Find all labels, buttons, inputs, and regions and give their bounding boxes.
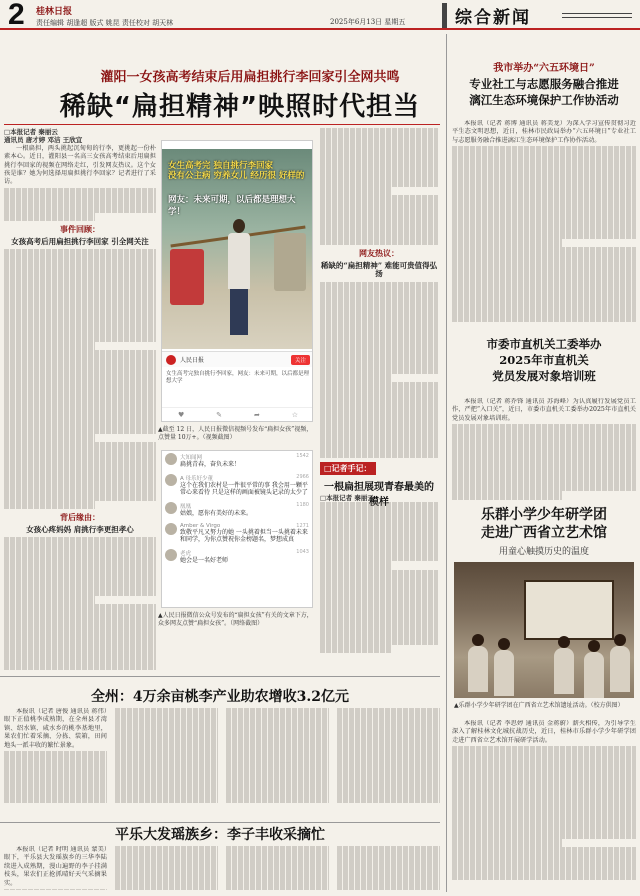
page-number: 2 [8, 0, 25, 31]
luggage-left [170, 249, 204, 305]
comment-author: 老虎 [180, 551, 192, 557]
lepin-lead: 本报讯（记者 时明 通讯员 蒙美）眼下，平乐县大发瑶族乡的三华李陆续进入成熟期，漫山遍野的李子挂满枝头，果农们正抢抓晴好天气采摘果实。 [4, 846, 107, 887]
lead-reporter-names: 通讯员 唐才婷 邓洁 王欣宜 [4, 136, 83, 145]
section-h1: 事件回顾： [60, 224, 100, 235]
story2-headline-1: 市委市直机关工委举办 [486, 337, 602, 351]
story1-headline-2: 漓江生态环境保护工作协活动 [469, 93, 619, 107]
story2-head [452, 336, 636, 396]
video-account-bar [162, 351, 313, 367]
page-header [0, 0, 640, 30]
story3-lead: 本报讯（记者 李思婷 通讯员 金蒋蔚）薪火相传，为引导学生深入了解桂林文化城抗战历史，近日，桂林市乐群小学少年研学团走进广西省立艺术馆开展研学活动。 [452, 720, 636, 744]
comment-author: A 母乐好少董 [180, 476, 214, 482]
quanzhou-lead: 本报讯（记者 唐俊 通讯员 蒋伟）眼下正值桃李成熟期，在全州县才湾镇、绍水镇、咸水乡的桃李基地里，果农们忙着采摘、分拣、装箱，田间地头一派丰收的繁忙景象。 [4, 708, 107, 749]
story2-headline-2: 2025年市直机关 [499, 353, 589, 367]
lead-reporter: □本报记者 秦丽云 [4, 128, 58, 136]
lead-intro: 一根扁担，两头挑起沉甸甸的行李，更挑起一份朴素本心。近日，灌阳县一名高三女孩高考结束后用扁担挑行李回家的视频在网络走红，引发网友热议。这个女孩是谁？她为何选择用扁担挑行李回家？记者进行了采访。 [4, 144, 156, 186]
lead-headline: 稀缺“扁担精神”映照时代担当 [59, 92, 421, 122]
divider [4, 124, 440, 125]
quanzhou-body [4, 708, 440, 820]
story2-lead: 本报讯（记者 蒋乔锋 通讯员 苏海峰）为认真履行发展党员工作，严把“入口关”，近日，市委市直机关工委举办2025年市直机关党员发展对象培训班。 [452, 398, 636, 422]
story1-kicker: 我市举办“六五环境日” [493, 63, 595, 74]
comment-item [165, 453, 309, 468]
lepin-body [4, 846, 440, 894]
comment-text: 姑娘，愿你有美好的未来。 [180, 510, 253, 517]
comment-item [165, 549, 309, 564]
heart-icon[interactable]: ♥ [177, 410, 185, 419]
star-icon[interactable]: ☆ [291, 410, 299, 419]
school-photo [454, 562, 634, 698]
comments-figure-caption: ▲人民日报微信公众号发布的“扁担女孩”有关的文章下方，众多网友点赞“扁担女孩”。（网络截图） [158, 612, 313, 627]
avatar [165, 502, 177, 514]
story2-body [452, 398, 636, 502]
comment-icon[interactable]: ✎ [216, 410, 223, 419]
comment-likes: 1542 [296, 453, 309, 459]
lead-left-column [4, 128, 156, 670]
comment-text: 这个在我们农村是一件很平常的事 我会用一颗平常心来看待 只是这样的画面被镜头记录的太少了 [180, 482, 308, 496]
quanzhou-headline: 全州：4万余亩桃李产业助农增收3.2亿元 [90, 689, 350, 705]
story2-headline-3: 党员发展对象培训班 [492, 369, 596, 383]
follow-button[interactable]: 关注 [291, 355, 310, 365]
section-h3: 网友热议： [359, 248, 399, 259]
commentary-tag: □记者手记： [320, 462, 376, 475]
avatar [165, 453, 177, 465]
account-name: 人民日报 [180, 357, 205, 364]
column-divider [446, 34, 447, 892]
story1-head [452, 62, 636, 118]
staff-line: 责任编辑 胡逢超 版式 姚昆 责任校对 胡天林 [36, 19, 174, 27]
comments-screenshot [161, 450, 313, 608]
story1-body [452, 120, 636, 334]
comment-text: 扁挑青春，奋负未来！ [180, 461, 241, 468]
video-action-bar [162, 407, 313, 421]
avatar [165, 523, 177, 535]
lepin-headline: 平乐大发瑶族乡：李子丰收采摘忙 [115, 827, 325, 843]
avatar [165, 474, 177, 486]
share-icon[interactable]: ➦ [253, 410, 260, 419]
avatar [165, 549, 177, 561]
story3-subhead: 用童心触摸历史的温度 [498, 547, 589, 557]
story1-headline-1: 专业社工与志愿服务融合推进 [469, 77, 619, 91]
divider [0, 676, 440, 677]
masthead: 桂林日报 [36, 7, 73, 17]
video-figure-caption: ▲截至 12 日，人民日报微信视频号发布“扁担女孩”视频，点赞量 10万+。（视频截图） [158, 426, 313, 441]
comment-author: Amber & Virgo [180, 523, 221, 529]
comment-likes: 1043 [296, 549, 309, 555]
comment-author: 凰凰 [180, 504, 192, 510]
comment-item [165, 523, 309, 543]
section-banner [442, 3, 638, 28]
comment-author: 大知闻网 [180, 455, 203, 461]
section-rule [562, 13, 632, 18]
comment-item [165, 502, 309, 517]
section-sub2: 女孩心疼妈妈 肩挑行李更担孝心 [26, 524, 134, 534]
section-sub3: 稀缺的“扁担精神” 难能可贵值得弘扬 [320, 260, 438, 279]
video-caption-line3: 网友：未来可期，以后都是理想大学！ [168, 195, 296, 217]
comment-item [165, 474, 309, 496]
video-frame [162, 149, 313, 349]
comment-likes: 1180 [296, 502, 309, 508]
lead-right-column [320, 128, 438, 458]
story3-headline-2: 走进广西省立艺术馆 [481, 525, 607, 541]
commentary-body [320, 494, 438, 670]
video-screenshot [161, 140, 313, 422]
story1-lead: 本报讯（记者 蒋博 通讯员 蒋美龙）为深入学习宣传贯彻习近平生态文明思想，近日，桂林市民政局举办“六五环境日”专业社工与志愿服务融合推进漓江生态环境保护工作协作活动。 [452, 120, 636, 144]
divider [0, 822, 440, 823]
section-title: 综合新闻 [455, 8, 531, 28]
section-h2: 背后缘由： [60, 512, 100, 523]
display-board [524, 580, 614, 640]
girl-figure [224, 219, 254, 339]
comment-text: 致敬平凡又努力的她 一头挑着担当一头挑着未来和同学，为你点赞祝你金榜题名，梦想成真 [180, 529, 308, 543]
story3-body [452, 720, 636, 892]
video-description: 女生高考完独自挑行李回家，网友：未来可期，以后都是理想大学 [166, 371, 310, 384]
school-photo-caption: ▲乐群小学少年研学团在广西省立艺术馆遗址活动。（校方供图） [454, 702, 624, 709]
section-sub1: 女孩高考后用扁担挑行李回家 引全网关注 [11, 236, 149, 246]
story3-headline-1: 乐群小学少年研学团 [481, 507, 607, 523]
comment-likes: 2966 [296, 474, 309, 480]
lead-kicker: 灌阳一女孩高考结束后用扁担挑行李回家引全网共鸣 [100, 70, 400, 85]
comment-likes: 1271 [296, 523, 309, 529]
story3-head [452, 506, 636, 560]
commentary-title: 一根扁担展现青春最美的模样 [324, 482, 434, 508]
comment-text: 她会是一名好老师 [180, 557, 229, 564]
commentary-author: □本报记者 秦丽云 [320, 494, 374, 502]
account-avatar [166, 355, 176, 365]
luggage-right [274, 233, 306, 291]
dateline: 2025年6月13日 星期五 [330, 18, 406, 26]
video-caption-line1: 女生高考完 独自挑行李回家 没有公主病 穷养女儿 经历很 好样的 [168, 161, 305, 181]
